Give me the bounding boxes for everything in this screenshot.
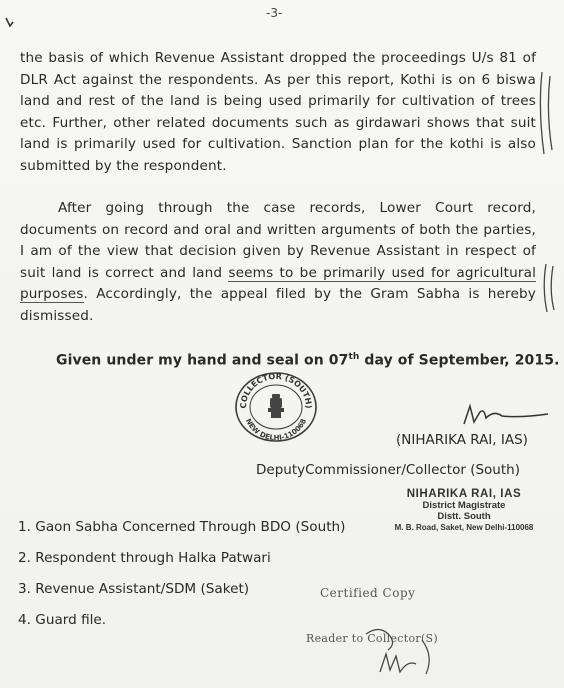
underlined-phrase: seems to be primarily used for agricultural purposes xyxy=(20,264,536,302)
svg-text:NEW DELHI-110068 xyxy=(244,417,308,442)
signatory-designation: DeputyCommissioner/Collector (South) xyxy=(256,462,520,478)
paragraph-report: the basis of which Revenue Assistant dropped the proceedings U/s 81 of DLR Act against the respondents. As per this report, Kothi is on 6 biswa land and rest of the land is being used primarily for cultivation of trees etc. Further, other related documents such as girdawari shows that suit land is primarily used for cultivation. Sanction plan for the kothi is also submitted by the respondent. xyxy=(20,50,536,174)
certified-copy-note: Certified Copy xyxy=(320,586,416,600)
given-sup: th xyxy=(348,352,360,362)
stamp-line: District Magistrate xyxy=(422,500,506,511)
decision-text-end: . Accordingly, the appeal filed by the Gram Sabha is hereby dismissed. xyxy=(20,286,536,324)
emblem-icon xyxy=(268,394,284,418)
collector-seal xyxy=(228,370,324,444)
paragraph-decision xyxy=(20,198,536,327)
reader-note: Reader to Collector(S) xyxy=(306,632,438,645)
given-under-hand-line xyxy=(56,352,559,369)
margin-bracket-mark xyxy=(540,262,560,314)
list-item: 4. Guard file. xyxy=(18,612,107,628)
signatory-name: (NIHARIKA RAI, IAS) xyxy=(396,432,528,448)
given-text-end: day of September, 2015. xyxy=(359,352,560,369)
margin-tick-mark xyxy=(2,14,16,32)
page-number: -3- xyxy=(266,6,283,20)
list-item: 3. Revenue Assistant/SDM (Saket) xyxy=(18,581,250,597)
seal-top-text: COLLECTOR (SOUTH) xyxy=(238,371,314,409)
designation-stamp xyxy=(384,488,544,533)
stamp-line: Distt. South xyxy=(437,511,491,522)
stamp-name: NIHARIKA RAI, IAS xyxy=(406,488,522,500)
signature xyxy=(460,400,550,432)
distribution-list xyxy=(18,516,345,640)
list-item: 2. Respondent through Halka Patwari xyxy=(18,550,271,566)
list-item: 1. Gaon Sabha Concerned Through BDO (South) xyxy=(18,519,346,535)
margin-bracket-mark xyxy=(536,70,558,156)
initials-scribble xyxy=(360,620,440,680)
given-text: Given under my hand and seal on 07 xyxy=(56,352,349,369)
stamp-address: M. B. Road, Saket, New Delhi-110068 xyxy=(394,523,534,532)
decision-text: After going through the case records, Lower Court record, documents on record and oral and written arguments of both the parties, I am of the view that decision given by Revenue Assistant in respect of suit land is correct and land xyxy=(20,200,536,281)
seal-bottom-text: NEW DELHI-110068 xyxy=(243,417,309,443)
